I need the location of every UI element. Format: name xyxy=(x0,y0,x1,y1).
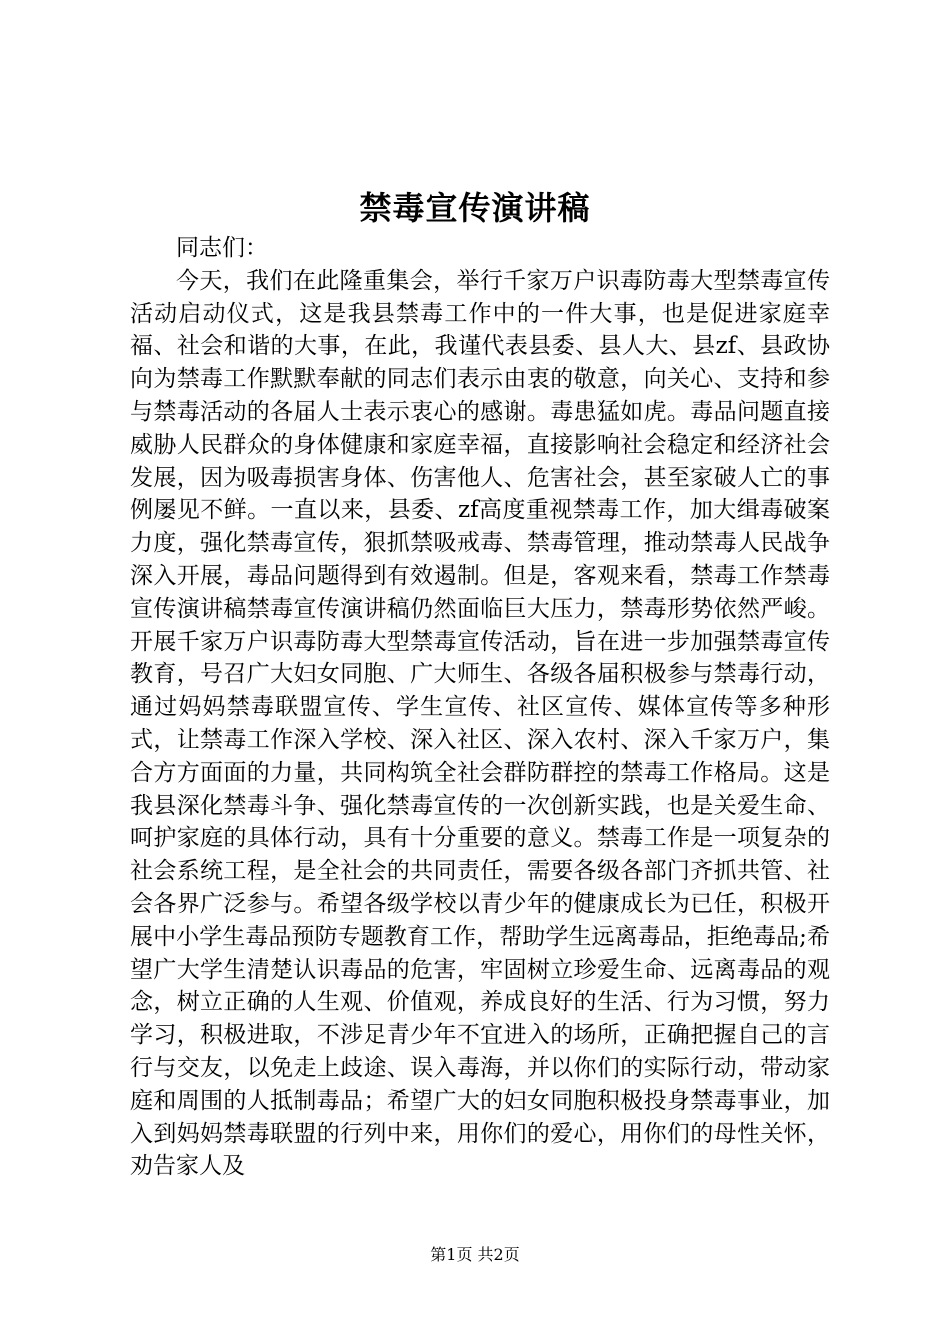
salutation: 同志们： xyxy=(176,235,268,261)
document-body xyxy=(130,232,830,1183)
document-title: 禁毒宣传演讲稿 xyxy=(359,189,591,227)
page-footer: 第1页 共2页 xyxy=(430,1245,520,1264)
body-paragraph: 今天，我们在此隆重集会，举行千家万户识毒防毒大型禁毒宣传活动启动仪式，这是我县禁毒工作中的一件大事，也是促进家庭幸福、社会和谐的大事，在此，我谨代表县委、县人大、县zf、县政协向为禁毒工作默默奉献的同志们表示由衷的敬意，向关心、支持和参与禁毒活动的各届人士表示衷心的感谢。毒患猛如虎。毒品问题直接威胁人民群众的身体健康和家庭幸福，直接影响社会稳定和经济社会发展，因为吸毒损害身体、伤害他人、危害社会，甚至家破人亡的事例屡见不鲜。一直以来，县委、zf高度重视禁毒工作，加大缉毒破案力度，强化禁毒宣传，狠抓禁吸戒毒、禁毒管理，推动禁毒人民战争深入开展，毒品问题得到有效遏制。但是，客观来看，禁毒工作禁毒宣传演讲稿禁毒宣传演讲稿仍然面临巨大压力，禁毒形势依然严峻。开展千家万户识毒防毒大型禁毒宣传活动，旨在进一步加强禁毒宣传教育，号召广大妇女同胞、广大师生、各级各届积极参与禁毒行动，通过妈妈禁毒联盟宣传、学生宣传、社区宣传、媒体宣传等多种形式，让禁毒工作深入学校、深入社区、深入农村、深入千家万户，集合方方面面的力量，共同构筑全社会群防群控的禁毒工作格局。这是我县深化禁毒斗争、强化禁毒宣传的一次创新实践，也是关爱生命、呵护家庭的具体行动，具有十分重要的意义。禁毒工作是一项复杂的社会系统工程，是全社会的共同责任，需要各级各部门齐抓共管、社会各界广泛参与。希望各级学校以青少年的健康成长为已任，积极开展中小学生毒品预防专题教育工作，帮助学生远离毒品，拒绝毒品;希望广大学生清楚认识毒品的危害，牢固树立珍爱生命、远离毒品的观念，树立正确的人生观、价值观，养成良好的生活、行为习惯，努力学习，积极进取，不涉足青少年不宜进入的场所，正确把握自己的言行与交友，以免走上歧途、误入毒海，并以你们的实际行动，带动家庭和周围的人抵制毒品；希望广大的妇女同胞积极投身禁毒事业，加入到妈妈禁毒联盟的行列中来，用你们的爱心，用你们的母性关怀，劝告家人及 xyxy=(130,267,830,1180)
